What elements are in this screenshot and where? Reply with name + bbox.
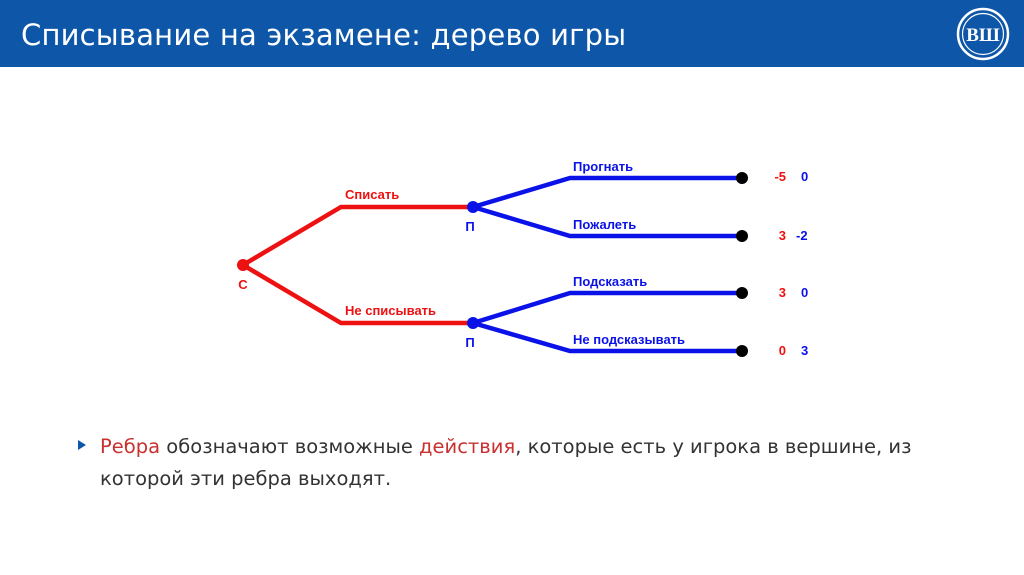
player2-label-lower: П — [465, 335, 475, 350]
bullet-text — [100, 431, 978, 495]
bullet-text-segment-end: , которые есть у игрока в вершине, из которой эти ребра выходят. — [100, 435, 912, 490]
decision-node-upper — [467, 201, 479, 213]
action-label-not-cheat: Не списывать — [345, 303, 437, 318]
action-label-pity: Пожалеть — [573, 217, 637, 232]
payoff-p1-1: -5 — [774, 169, 786, 184]
payoff-p1-3: 3 — [778, 285, 786, 300]
action-label-no-hint: Не подсказывать — [573, 332, 686, 347]
action-label-hint: Подсказать — [573, 274, 648, 289]
page-title: Списывание на экзамене: дерево игры — [21, 18, 627, 52]
payoff-p2-4: 3 — [801, 343, 809, 358]
payoff-p1-4: 0 — [778, 343, 786, 358]
logo-monogram: ВШ — [966, 25, 1000, 46]
terminal-node-1 — [736, 172, 748, 184]
player2-label-upper: П — [465, 219, 475, 234]
terminal-node-4 — [736, 345, 748, 357]
decision-node-lower — [467, 317, 479, 329]
payoff-p1-2: 3 — [778, 228, 786, 243]
edge-cheat — [243, 207, 473, 265]
payoff-p2-2: -2 — [796, 228, 808, 243]
edge-hint — [473, 293, 742, 323]
highlight-edges: Ребра — [100, 435, 161, 458]
triangle-bullet-icon — [78, 440, 86, 450]
payoff-p2-1: 0 — [801, 169, 809, 184]
root-label: С — [238, 277, 248, 292]
edge-expel — [473, 178, 742, 207]
title-bar — [0, 0, 1024, 67]
bullet-point — [78, 431, 978, 495]
action-label-expel: Прогнать — [573, 159, 634, 174]
bullet-text-segment: обозначают возможные — [160, 435, 420, 458]
payoff-p2-3: 0 — [801, 285, 809, 300]
highlight-actions: действия — [419, 435, 516, 458]
action-label-cheat: Списать — [345, 187, 400, 202]
game-tree — [0, 67, 1024, 427]
root-node — [237, 259, 249, 271]
hse-logo-icon — [955, 6, 1011, 62]
terminal-node-2 — [736, 230, 748, 242]
terminal-node-3 — [736, 287, 748, 299]
